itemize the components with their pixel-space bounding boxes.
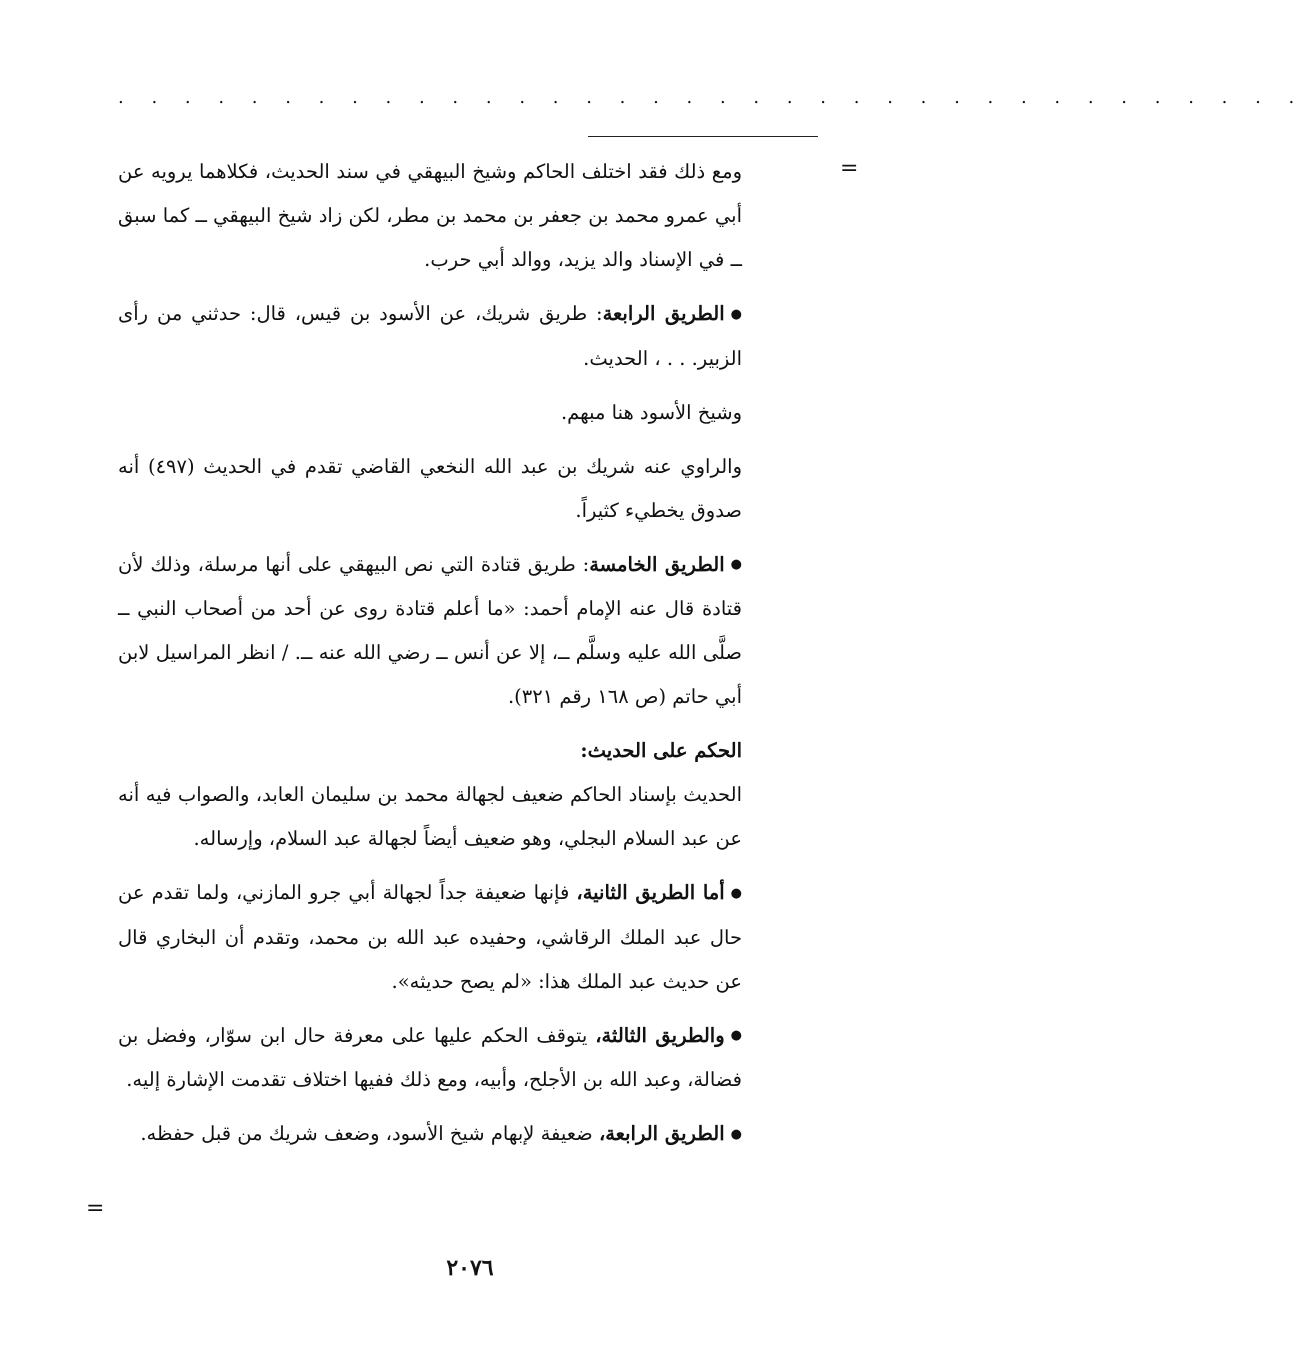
ruling-paragraph-4 [118,1112,742,1157]
ruling-paragraph-2 [118,871,742,1004]
continuation-mark-top: = [840,156,859,181]
paragraph-text: ومع ذلك فقد اختلف الحاكم وشيخ البيهقي في سند الحديث، فكلاهما يرويه عن أبي عمرو محمد بن جعفر بن محمد بن مطر، لكن زاد شيخ البيهقي ــ كما سبق ــ في الإسناد والد يزيد، ووالد أبي حرب. [118,160,742,271]
paragraph-text: وشيخ الأسود هنا مبهم. [560,400,742,424]
paragraph-lead: أما الطريق الثانية، [576,881,725,904]
paragraph-text: يتوقف الحكم عليها على معرفة حال ابن سوّار، وفضل بن فضالة، وعبد الله بن الأجلح، وأبيه، ومع ذلك ففيها اختلاف تقدمت الإشارة إليه. [118,1023,742,1091]
page-number: ٢٠٧٦ [446,1255,494,1281]
bullet-icon: ● [730,557,743,572]
ruling-paragraph-3 [118,1014,742,1103]
paragraph-3 [118,391,742,435]
paragraph-lead: الطريق الخامسة [589,552,725,576]
page-body [118,150,742,1157]
paragraph-text: الحديث بإسناد الحاكم ضعيف لجهالة محمد بن سليمان العابد، والصواب فيه أنه عن عبد السلام البجلي، وهو ضعيف أيضاً لجهالة عبد السلام، وإرساله. [118,783,742,850]
paragraph-route-5 [118,543,742,720]
paragraph-4 [118,445,742,533]
section-heading: الحكم على الحديث: [580,739,742,762]
paragraph-text: فإنها ضعيفة جداً لجهالة أبي جرو المازني، ولما تقدم عن حال عبد الملك الرقاشي، وحفيده عبد الله بن محمد، وتقدم أن البخاري قال عن حديث عبد الملك هذا: «لم يصح حديثه». [118,881,742,993]
ruling-paragraph-1 [118,773,742,861]
paragraph-lead: والطريق الثالثة، [595,1023,725,1047]
paragraph-text: والراوي عنه شريك بن عبد الله النخعي القاضي تقدم في الحديث (٤٩٧) أنه صدوق يخطيء كثيراً. [118,454,742,522]
bullet-icon: ● [730,1028,742,1043]
footnote-rule [588,136,818,137]
continuation-mark-bottom: = [86,1196,105,1221]
paragraph-text: ضعيفة لإبهام شيخ الأسود، وضعف شريك من قبل حفظه. [140,1122,599,1145]
dotted-separator: . . . . . . . . . . . . . . . . . . . . . . . . . . . . . . . . . . . . [118,87,1305,108]
paragraph-text: : طريق شريك، عن الأسود بن قيس، قال: حدثني من رأى الزبير. . . ، الحديث. [118,302,742,370]
paragraph-lead: الطريق الرابعة [602,302,725,325]
bullet-icon: ● [730,885,743,901]
paragraph-text: : طريق قتادة التي نص البيهقي على أنها مرسلة، وذلك لأن قتادة قال عنه الإمام أحمد: «ما أعلم قتادة روى عن أحد من أصحاب النبي ــ صلَّى الله عليه وسلَّم ــ، إلا عن أنس ــ رضي الله عنه ــ. / انظر المراسيل لابن أبي حاتم (ص ١٦٨ رقم ٣٢١). [118,552,742,708]
paragraph-route-4 [118,292,742,381]
bullet-icon: ● [730,1126,742,1142]
paragraph-1 [118,150,742,282]
paragraph-lead: الطريق الرابعة، [598,1122,725,1145]
bullet-icon: ● [730,306,743,322]
